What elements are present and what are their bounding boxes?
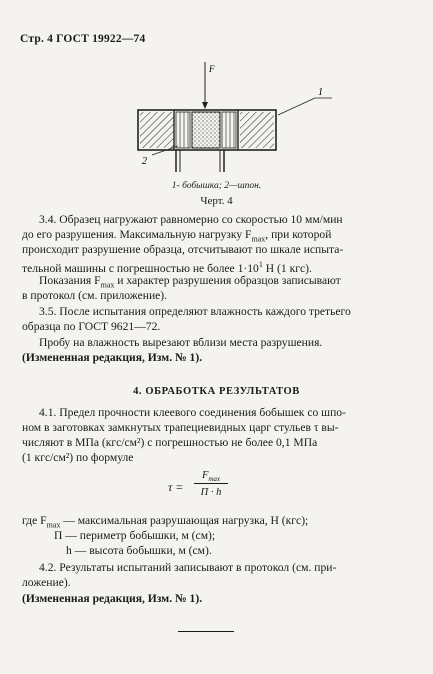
where-line-2: Π — периметр бобышки, м (см); <box>54 529 216 542</box>
para-probe: Пробу на влажность вырезают вблизи места разрушения. <box>39 336 323 349</box>
edit-note-1: (Измененная редакция, Изм. № 1). <box>22 351 203 364</box>
leader-1 <box>278 98 315 115</box>
label-1: 1 <box>318 87 323 98</box>
para-4-2-line-2: ложение). <box>22 576 71 589</box>
para-4-1-line-2: ном в заготовках замкнутых трапециевидных царг стульев τ вы- <box>22 421 339 434</box>
page-header: Стр. 4 ГОСТ 19922—74 <box>20 33 146 45</box>
figure-caption: 1- бобышка; 2—шпон. <box>171 181 262 191</box>
para-4-1-line-4: (1 кгс/см²) по формуле <box>22 451 134 464</box>
para-3-5-line-2: образца по ГОСТ 9621—72. <box>22 320 161 333</box>
right-block <box>240 112 274 148</box>
formula-denominator: Π · h <box>200 487 222 498</box>
para-3-4-line-3: происходит разрушение образца, отсчитывают по шкале испыта- <box>22 243 344 256</box>
label-2: 2 <box>142 156 147 167</box>
para-4-2-line-1: 4.2. Результаты испытаний записывают в протокол (см. при- <box>39 561 337 574</box>
para-4-1-line-1: 4.1. Предел прочности клеевого соединения бобышек со шпо- <box>39 406 346 419</box>
force-label: F <box>209 64 215 74</box>
para-3-4-line-6: в протокол (см. приложение). <box>22 289 168 302</box>
para-3-4-line-1: 3.4. Образец нагружают равномерно со скоростью 10 мм/мин <box>39 213 343 226</box>
para-3-5-line-1: 3.5. После испытания определяют влажность каждого третьего <box>39 305 351 318</box>
figure-title: Черт. 4 <box>200 195 233 207</box>
para-3-4-line-5: Показания $F_{max}$ и характер разрушения образцов записывают <box>39 274 341 290</box>
para-4-1-line-3: числяют в МПа (кгс/см²) с погрешностью не более 0,1 МПа <box>22 436 318 449</box>
end-rule <box>178 631 234 632</box>
force-arrowhead <box>202 102 208 109</box>
boss-centre <box>192 112 220 148</box>
test-fixture-drawing <box>110 60 340 180</box>
left-block <box>140 112 174 148</box>
where-line-3: h — высота бобышки, м (см). <box>66 544 212 557</box>
para-3-4-line-2: до его разрушения. Максимальную нагрузку $F_{max}$, при которой <box>22 228 332 244</box>
para-3-4-line-4: тельной машины с погрешностью не более $1\cdot 10^1$ Н (1 кгс). <box>22 260 312 275</box>
edit-note-2: (Измененная редакция, Изм. № 1). <box>22 592 203 605</box>
section-title: 4. ОБРАБОТКА РЕЗУЛЬТАТОВ <box>133 386 300 397</box>
formula-lhs: τ = <box>168 480 184 494</box>
where-line-1: где $F_{max}$ — максимальная разрушающая нагрузка, Н (кгс); <box>22 514 309 530</box>
formula-numerator: $F_{max}$ <box>194 470 228 484</box>
